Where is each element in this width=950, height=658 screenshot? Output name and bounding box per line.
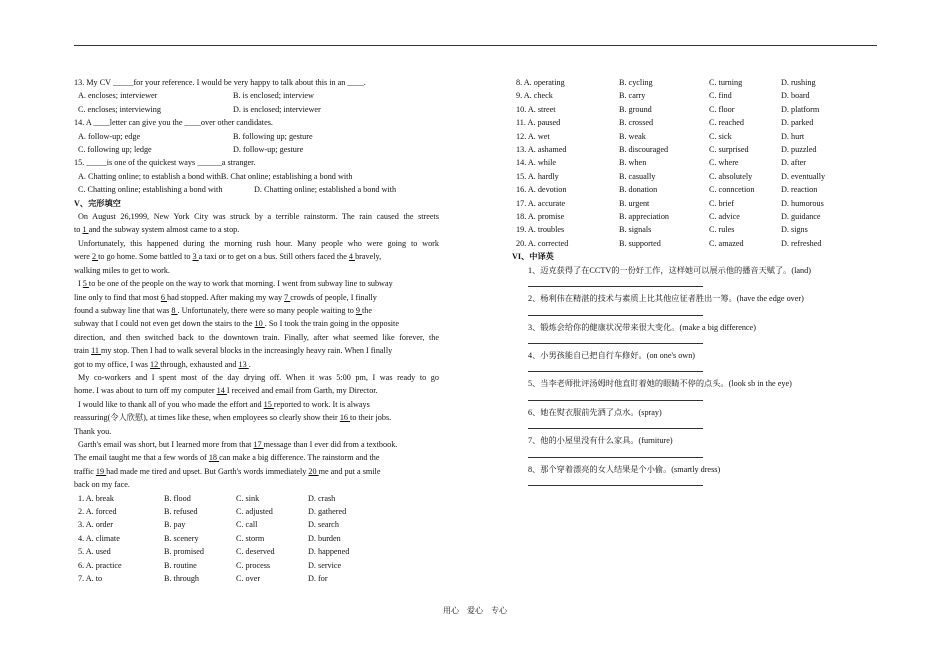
passage-line: home. I was about to turn off my computer 14 I received and email from Garth, my Director. [74,386,378,396]
left-column [74,76,439,585]
choice-option: C. where [709,158,739,168]
translation-item: 1、迈克获得了在CCTV的一份好工作，这样她可以展示他的播音天赋了。(land) [528,265,811,275]
question-14-stem: 14. A ____letter can give you the ____over other candidates. [74,118,273,128]
blank: 19 [95,466,107,476]
passage-line: I would like to thank all of you who made the effort and 15 reported to work. It is always [78,399,370,409]
choice-option: C. rules [709,225,735,235]
blank: 17 [253,439,264,449]
blank: 7 [284,292,291,302]
question-13-options-row2 [74,103,439,116]
translation-item: 8、那个穿着漂亮的女人结果是个小偷。(smartly dress) [528,464,721,474]
choice-option: D. puzzled [781,145,817,155]
answer-line[interactable] [528,391,703,401]
choice-option: C. advice [709,212,740,222]
choice-option: C. process [236,560,271,570]
passage-line: On August 26,1999, New York City was struck by a terrible rainstorm. The rain caused the streets [78,212,439,222]
choice-option: D. burden [308,533,341,543]
choice-option: D. parked [781,118,814,128]
answer-line[interactable] [528,448,703,458]
blank: 5 [82,279,89,289]
option: D. Chatting online; established a bond with [254,185,397,195]
right-column [512,76,877,491]
choice-option: B. carry [619,91,646,101]
choice-option: B. weak [619,131,646,141]
choice-row [74,559,439,572]
option: C. Chatting online; establishing a bond with [78,185,223,195]
option: A. follow-up; edge [78,131,141,141]
choice-option: D. crash [308,493,336,503]
passage-line: walking miles to get to work. [74,265,170,275]
choice-option: 15. A. hardly [516,171,559,181]
choice-option: D. after [781,158,807,168]
choice-option: D. service [308,560,342,570]
choice-option: B. promised [164,547,205,557]
choice-option: B. urgent [619,198,650,208]
question-15-options-row2 [74,183,439,196]
choice-row [74,505,439,518]
option: B. following up; gesture [233,131,313,141]
choice-option: B. ground [619,104,652,114]
option: C. following up; ledge [78,145,152,155]
translation-item: 6、她在熨衣服前先洒了点水。(spray) [528,407,662,417]
choice-option: C. surprised [709,145,749,155]
option: D. follow-up; gesture [233,145,304,155]
choice-row [512,183,877,196]
choice-option: B. discouraged [619,145,669,155]
blank: 14 [216,386,227,396]
passage-line: Thank you. [74,426,112,436]
choice-row [512,210,877,223]
choice-option: 18. A. promise [516,212,565,222]
choice-option: D. guidance [781,212,821,222]
choice-row [74,492,439,505]
choice-option: C. over [236,574,261,584]
choice-option: C. sick [709,131,732,141]
choices-left [74,492,439,586]
translation-item: 3、锻炼会给你的健康状况带来很大变化。(make a big difference) [528,322,756,332]
choices-right [512,76,877,250]
choice-option: C. deserved [236,547,275,557]
blank: 16 [339,413,351,423]
choice-option: C. call [236,520,258,530]
choice-option: 16. A. devotion [516,185,567,195]
choice-row [512,116,877,129]
blank: 12 [150,359,161,369]
choice-row [74,532,439,545]
blank: 6 [160,292,168,302]
choice-option: C. turning [709,78,743,87]
section-5-title: V、完形填空 [74,198,121,208]
choice-option: C. absolutely [709,171,753,181]
choice-row [512,130,877,143]
blank: 15 [263,399,274,409]
option: D. is enclosed; interviewer [233,104,321,114]
blank: 1 [82,225,89,235]
choice-row [512,237,877,250]
choice-option: B. casually [619,171,656,181]
translation-list [512,264,877,486]
choice-row [512,170,877,183]
passage-line: Unfortunately, this happened during the morning rush hour. Many people who were going to work [78,238,439,248]
choice-row [512,143,877,156]
translation-item: 4、小男孩能自已把自行车修好。(on one's own) [528,350,696,360]
choice-option: 10. A. street [516,104,556,114]
choice-option: C. conncetion [709,185,755,195]
choice-option: 12. A. wet [516,131,550,141]
choice-option: D. for [308,574,328,584]
translation-item: 2、杨利伟在精湛的技术与素质上比其他应征者胜出一筹。(have the edge over) [528,294,804,304]
choice-row [512,103,877,116]
choice-option: B. flood [164,493,191,503]
blank: 18 [208,453,220,463]
passage-line: traffic 19 had made me tired and upset. But Garth's words immediately 20 me and put a smile [74,466,381,476]
choice-option: B. signals [619,225,652,235]
choice-option: 13. A. ashamed [516,145,567,155]
choice-option: C. find [709,91,732,101]
passage-line: back on my face. [74,480,130,490]
choice-option: 19. A. troubles [516,225,565,235]
choice-option: D. humorous [781,198,824,208]
choice-option: C. reached [709,118,745,128]
choice-row [512,223,877,236]
choice-option: D. hurt [781,131,805,141]
choice-option: D. refreshed [781,238,822,248]
passage-line: subway that I could not even get down the stairs to the 10 . So I took the train going in the opposite [74,319,399,329]
passage-line: train 11 my stop. Then I had to walk several blocks in the increasingly heavy rain. When I finally [74,346,393,356]
answer-line[interactable] [528,362,703,372]
blank: 13 [238,359,249,369]
choice-row [512,197,877,210]
choice-option: C. storm [236,533,265,543]
option: A. encloses; interviewer [78,91,158,101]
choice-option: B. appreciation [619,212,670,222]
blank: 11 [91,346,101,356]
choice-row [512,89,877,102]
choice-option: B. crossed [619,118,654,128]
choice-option: 3. A. order [78,520,114,530]
choice-option: C. brief [709,198,735,208]
choice-option: D. board [781,91,810,101]
choice-option: B. when [619,158,647,168]
choice-option: 20. A. corrected [516,238,569,248]
choice-option: B. through [164,574,200,584]
choice-option: D. signs [781,225,808,235]
choice-option: 11. A. paused [516,118,561,128]
passage-line: line only to find that most 6 had stopped. After making my way 7 crowds of people, I finally [74,292,377,302]
choice-option: D. platform [781,104,820,114]
choice-option: C. floor [709,104,735,114]
option: B. Chat online; establishing a bond with [220,171,353,181]
choice-option: 2. A. forced [78,507,117,516]
passage-line: were 2 to go home. Some battled to 3 a taxi or to get on a bus. Still others faced the 4 bravely, [74,252,382,262]
choice-option: C. adjusted [236,507,273,516]
passage-line: My co-workers and I spent most of the day drying off. When it was 5:00 pm, I was ready to go [78,372,439,382]
choice-row [512,156,877,169]
choice-option: D. reaction [781,185,818,195]
choice-option: 6. A. practice [78,560,122,570]
choice-option: C. amazed [709,238,744,248]
blank: 20 [308,466,319,476]
choice-option: B. pay [164,520,186,530]
choice-option: B. donation [619,185,658,195]
question-14-options-row2 [74,143,439,156]
choice-option: D. search [308,520,339,530]
choice-option: D. happened [308,547,350,557]
blank: 9 [355,305,363,315]
choice-option: C. sink [236,493,260,503]
question-14-options-row1 [74,130,439,143]
answer-line[interactable] [528,419,703,429]
blank: 2 [91,252,99,262]
question-15-options-row1 [74,170,439,183]
option: B. is enclosed; interview [233,91,314,101]
choice-option: 9. A. check [516,91,553,101]
question-13-options-row1 [74,89,439,102]
question-15-stem: 15. _____is one of the quickest ways ______a stranger. [74,158,256,168]
choice-row [74,545,439,558]
choice-row [512,76,877,89]
option: A. Chatting online; to establish a bond with [78,171,221,181]
choice-option: B. scenery [164,533,199,543]
header-rule [74,45,877,46]
choice-option: D. gathered [308,507,347,516]
translation-item: 5、当李老师批评汤姆时他直盯着她的眼睛不停的点头。(look sb in the eye) [528,379,792,389]
choice-option: D. rushing [781,78,816,87]
choice-option: B. supported [619,238,661,248]
blank: 3 [192,252,199,262]
choice-option: 17. A. accurate [516,198,566,208]
passage-line: Garth's email was short, but I learned more from that 17 message than I ever did from a textbook. [78,439,398,449]
choice-option: 4. A. climate [78,533,120,543]
passage-line: got to my office, I was 12 through, exhausted and 13 . [74,359,251,369]
choice-row [74,572,439,585]
page-footer: 用心 爱心 专心 [443,606,507,615]
passage-line: to 1 and the subway system almost came to a stop. [74,225,240,235]
choice-row [74,518,439,531]
blank: 8 [171,305,178,315]
question-13-stem: 13. My CV _____for your reference. I would be very happy to talk about this in an ____. [74,78,366,87]
passage-line: found a subway line that was 8 . Unfortunately, there were so many people waiting to 9 the [74,305,373,315]
answer-line[interactable] [528,476,703,486]
choice-option: B. cycling [619,78,653,87]
passage-line: The email taught me that a few words of 18 can make a big difference. The rainstorm and the [74,453,380,463]
section-6-title: VI、中译英 [512,252,554,262]
passage-line: reassuring(令人欣慰), at times like these, when employees so clearly show their 16 to their jobs. [74,413,392,423]
option: C. encloses; interviewing [78,104,161,114]
choice-option: 8. A. operating [516,78,565,87]
choice-option: B. refused [164,507,198,516]
choice-option: 5. A. used [78,547,111,557]
passage-line: I 5 to be one of the people on the way to work that morning. I went from subway line to subway [78,279,393,289]
blank: 4 [348,252,356,262]
translation-item: 7、他的小屋里没有什么家具。(furniture) [528,436,673,446]
choice-option: B. routine [164,560,197,570]
passage-line: direction, and then switched back to the downtown train. Finally, after what seemed like forever, the [74,332,439,342]
choice-option: 14. A. while [516,158,557,168]
answer-line[interactable] [528,334,703,344]
choice-option: D. eventually [781,171,826,181]
answer-line[interactable] [528,277,703,287]
blank: 10 [254,319,265,329]
choice-option: 1. A. break [78,493,114,503]
answer-line[interactable] [528,306,703,316]
choice-option: 7. A. to [78,574,103,584]
